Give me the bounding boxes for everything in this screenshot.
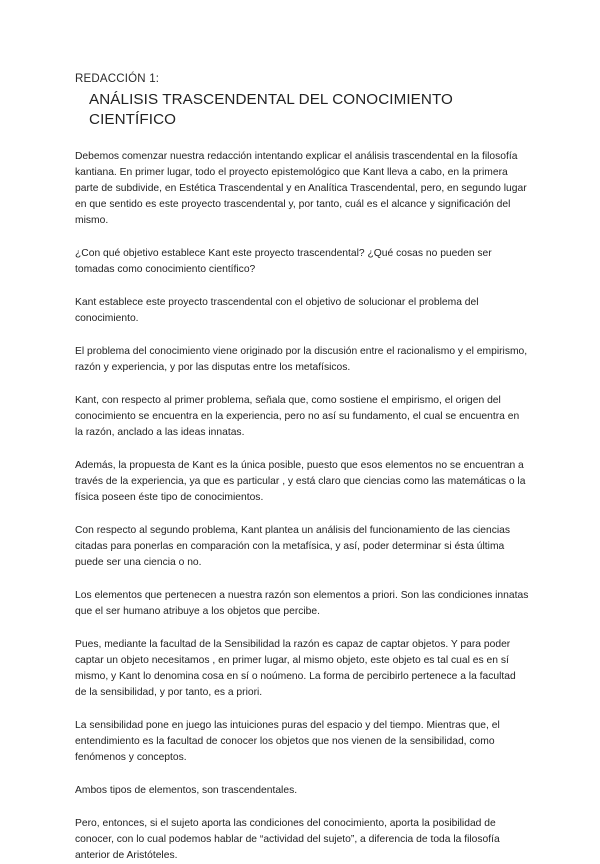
document-body (75, 149, 530, 864)
paragraph: Kant establece este proyecto trascendental con el objetivo de solucionar el problema del conocimiento. (75, 297, 479, 324)
paragraph: Los elementos que pertenecen a nuestra razón son elementos a priori. Son las condiciones innatas que el ser humano atribuye a los objetos que percibe. (75, 590, 529, 617)
paragraph: La sensibilidad pone en juego las intuiciones puras del espacio y del tiempo. Mientras que, el entendimiento es la facultad de conocer los objetos que nos vienen de la sensibilidad, como fenómenos y conceptos. (75, 720, 500, 763)
paragraph: ¿Con qué objetivo establece Kant este proyecto trascendental? ¿Qué cosas no pueden ser tomadas como conocimiento científico? (75, 248, 492, 275)
document-title: ANÁLISIS TRASCENDENTAL DEL CONOCIMIENTO CIENTÍFICO (89, 91, 453, 128)
section-kicker: REDACCIÓN 1: (75, 73, 160, 85)
paragraph: Kant, con respecto al primer problema, señala que, como sostiene el empirismo, el origen del conocimiento se encuentra en la experiencia, pero no así su fundamento, el cual se encuentra en la razón, anclado a las ideas innatas. (75, 395, 520, 438)
paragraph: El problema del conocimiento viene originado por la discusión entre el racionalismo y el empirismo, razón y experiencia, y por las disputas entre los metafísicos. (75, 346, 528, 373)
paragraph: Ambos tipos de elementos, son trascendentales. (75, 785, 298, 796)
paragraph: Pero, entonces, si el sujeto aporta las condiciones del conocimiento, aporta la posibilidad de conocer, con lo cual podemos hablar de “actividad del sujeto”, a diferencia de toda la filosofía anterior de Aristóteles. (75, 818, 500, 861)
paragraph: Debemos comenzar nuestra redacción intentando explicar el análisis trascendental en la filosofía kantiana. En primer lugar, todo el proyecto epistemológico que Kant lleva a cabo, en la primera parte de subdivide, en Estética Trascendental y en Analítica Trascendental, pero, en segundo lugar en que sentido es este proyecto trascendental y, por tanto, cuál es el alcance y significación del mismo. (75, 151, 527, 226)
paragraph: Además, la propuesta de Kant es la única posible, puesto que esos elementos no se encuentran a través de la experiencia, ya que es particular , y está claro que ciencias como las matemáticas o la física poseen éste tipo de conocimientos. (75, 460, 526, 503)
paragraph: Pues, mediante la facultad de la Sensibilidad la razón es capaz de captar objetos. Y para poder captar un objeto necesitamos , en primer lugar, al mismo objeto, este objeto es tal cual es en sí mismo, y Kant lo denomina cosa en sí o noúmeno. La forma de percibirlo pertenece a la facultad de la sensibilidad, y por tanto, es a priori. (75, 639, 516, 698)
paragraph: Con respecto al segundo problema, Kant plantea un análisis del funcionamiento de las ciencias citadas para ponerlas en comparación con la metafísica, y así, poder determinar si ésta última puede ser una ciencia o no. (75, 525, 511, 568)
